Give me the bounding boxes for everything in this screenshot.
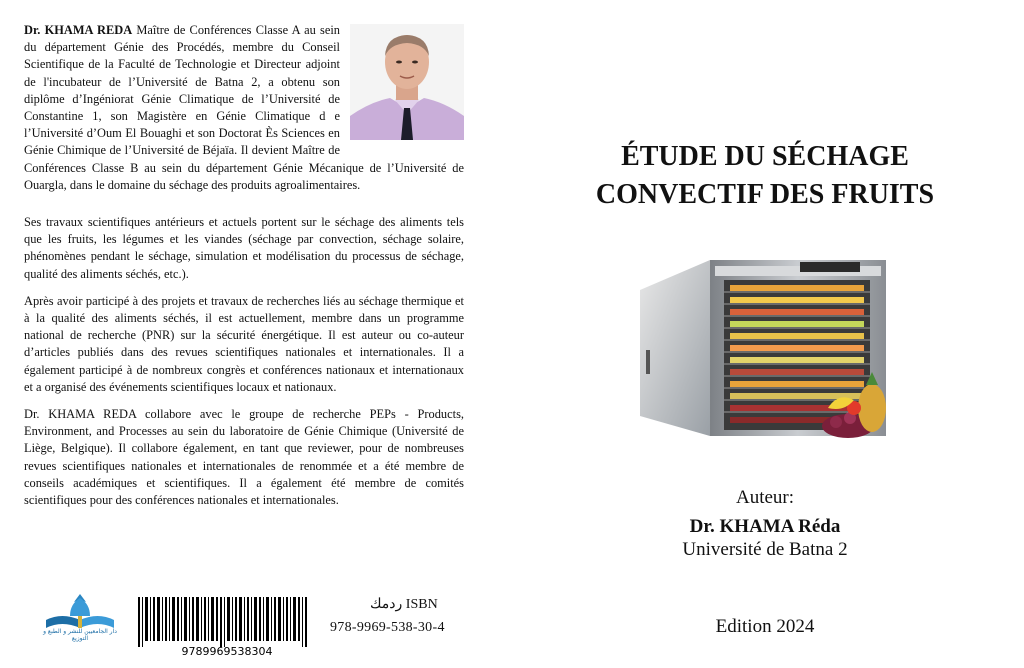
isbn-label: ردمك ISBN [370, 597, 438, 612]
edition-label: Edition 2024 [715, 616, 815, 637]
author-photo [350, 24, 464, 140]
bio-paragraph-projects: Après avoir participé à des projets et travaux de recherches liés au séchage thermique et à la qualité des aliments séchés, il est actuellement, membre dans un programme national de recherche (PNR) sur la sécurité énergétique. Il est auteur ou co-auteur d’articles publiés dans des revues scientifiques nationales et internationales. Il a également participé à de nombreux congrès et conférences nationaux et internationaux et a organisé des événements scientifiques locaux et nationaux. [24, 293, 464, 394]
barcode [138, 597, 308, 647]
book-title [540, 138, 990, 214]
bio-author-name: Dr. KHAMA REDA [24, 23, 133, 37]
bio-intro-text: Maître de Conférences Classe A au sein du département Génie des Procédés, membre du Conseil Scientifique de la Faculté de Technologie et Directeur adjoint de l'incubateur de l’Université de Batna 2, a obtenu son diplôme d’Ingéniorat Génie Climatique de l’Université de Constantine 1, son Magistère en Génie Climatique d e l’Université d’Oum El Bouaghi et son Doctorat Ès Sciences en Génie Chimique de l’Université de Béjaïa. Il devient Maître de Conférences Classe B au sein du département Génie Mécanique de l’Université de Ouargla, dans le domaine du séchage des produits agroalimentaires. [24, 23, 464, 192]
barcode-number: 9789969538304 [181, 645, 273, 658]
bio-paragraph-research: Ses travaux scientifiques antérieurs et actuels portent sur le séchage des aliments tels que les fruits, les légumes et les viandes (séchage par convection, séchage solaire, phénomènes pendant le séchage, simulation et modélisation du processus de séchage, qualité des aliments séchés, etc.). [24, 215, 464, 281]
food-dehydrator-illustration [640, 240, 890, 445]
publisher-logo-icon [40, 590, 120, 652]
back-cover-bio [24, 22, 464, 519]
book-title-line-2: CONVECTIF DES FRUITS [595, 179, 935, 210]
book-title-line-1: ÉTUDE DU SÉCHAGE [621, 141, 909, 172]
author-label: Auteur: [735, 487, 795, 508]
author-name: Dr. KHAMA Réda [689, 516, 841, 537]
bio-paragraph-collaboration: Dr. KHAMA REDA collabore avec le groupe de recherche PEPs - Products, Environment, and Processes au sein du laboratoire de Génie Chimique (Université de Liège, Belgique). Il collabore également, en tant que reviewer, pour de nombreuses revues scientifiques nationales et internationales de renommée et a été membre de conseils académiques et scientifiques. Il a également été membre de comités scientifiques pour des conférences nationales et internationales. [24, 407, 464, 508]
isbn-number: 978-9969-538-30-4 [330, 620, 445, 635]
publisher-logo-text: دار الجامعيين للنشر و الطبع و التوزيع [43, 628, 117, 642]
author-affiliation: Université de Batna 2 [682, 539, 848, 560]
